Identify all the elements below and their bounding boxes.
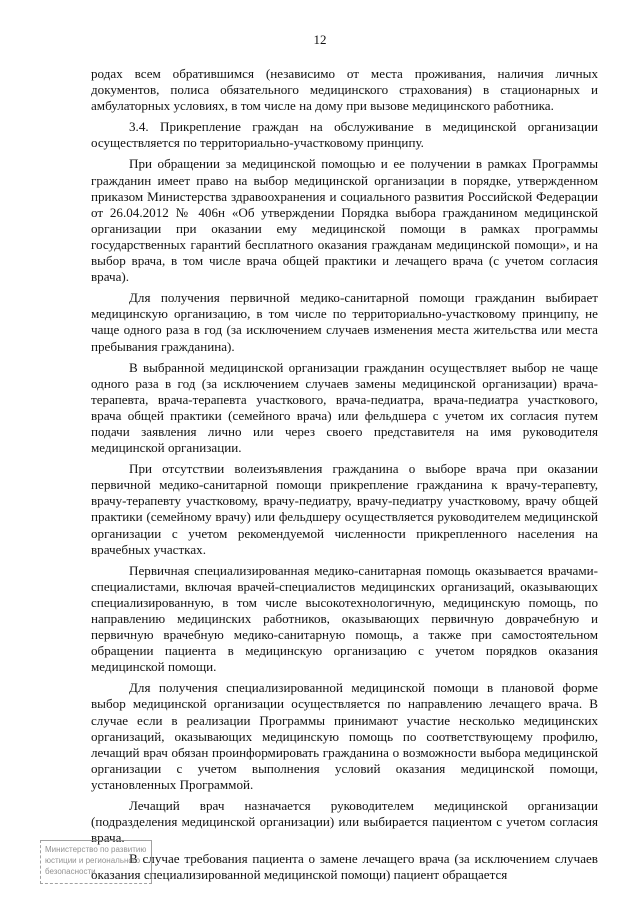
paragraph-right-to-choose: При обращении за медицинской помощью и ее получении в рамках Программы гражданин имеет право на выбор медицинской организации в порядке, утвержденном приказом Министерства здравоохранения и социального развития Российской Федерации от 26.04.2012 № 406н «Об утверждении Порядка выбора гражданином медицинской организации при оказании ему медицинской помощи в рамках программы государственных гарантий бесплатного оказания гражданам медицинской помощи», и на выбор врача, в том числе врача общей практики и лечащего врача (с учетом согласия врача).: [91, 156, 598, 285]
stamp-line-3: безопасности: [45, 867, 96, 876]
paragraph-doctor-replacement: В случае требования пациента о замене лечащего врача (за исключением случаев оказания специализированной медицинской помощи) пациент обращается: [91, 851, 598, 883]
stamp-line-1: Министерство по развитию: [45, 845, 147, 854]
document-body: [91, 66, 598, 889]
paragraph-continuation: родах всем обратившимся (независимо от места проживания, наличия личных документов, полиса обязательного медицинского страхования) в стационарных и амбулаторных условиях, в том числе на дому при вызове медицинского работника.: [91, 66, 598, 114]
paragraph-attending-doctor: Лечащий врач назначается руководителем медицинской организации (подразделения медицинской организации) или выбирается пациентом с учетом согласия врача.: [91, 798, 598, 846]
paragraph-specialized-planned: Для получения специализированной медицинской помощи в плановой форме выбор медицинской организации осуществляется по направлению лечащего врача. В случае если в реализации Программы принимают участие несколько медицинских организаций, оказывающих медицинскую помощь по соответствующему профилю, лечащий врач обязан проинформировать гражданина о возможности выбора медицинской организации с учетом выполнения условий оказания медицинской помощи, установленных Программой.: [91, 680, 598, 792]
paragraph-specialized-primary: Первичная специализированная медико-санитарная помощь оказывается врачами-специалистами, включая врачей-специалистов медицинских организаций, оказывающих специализированную, в том числе высокотехнологичную, медицинскую помощь, по направлению медицинских работников, оказывающих первичную доврачебную и первичную врачебную медико-санитарную помощь, а также при самостоятельном обращении пациента в медицинскую организацию с учетом порядков оказания медицинской помощи.: [91, 562, 598, 675]
official-stamp: [40, 840, 152, 884]
page-number: 12: [313, 32, 327, 47]
paragraph-doctor-choice: В выбранной медицинской организации гражданин осуществляет выбор не чаще одного раза в год (за исключением случаев замены медицинской организации) врача-терапевта, врача-терапевта участкового, врача-педиатра, врача-педиатра участкового, врача общей практики (семейного врача) или фельдшера с учетом их согласия путем подачи заявления лично или через своего представителя на имя руководителя медицинской организации.: [91, 359, 598, 456]
paragraph-section-3-4: 3.4. Прикрепление граждан на обслуживание в медицинской организации осуществляется по территориально-участковому принципу.: [91, 119, 598, 151]
paragraph-primary-care-choice: Для получения первичной медико-санитарной помощи гражданин выбирает медицинскую организацию, в том числе по территориально-участковому принципу, не чаще одного раза в год (за исключением случаев изменения места жительства или места пребывания гражданина).: [91, 290, 598, 354]
paragraph-no-preference: При отсутствии волеизъявления гражданина о выборе врача при оказании первичной медико-санитарной помощи прикрепление гражданина к врачу-терапевту, врачу-терапевту участковому, врачу-педиатру, врачу-педиатру участковому, врачу общей практики (семейному врачу) или фельдшеру осуществляется руководителем медицинской организации с учетом рекомендуемой численности прикрепленного населения на врачебных участках.: [91, 461, 598, 557]
stamp-line-2: юстиции и регионального: [45, 856, 141, 865]
